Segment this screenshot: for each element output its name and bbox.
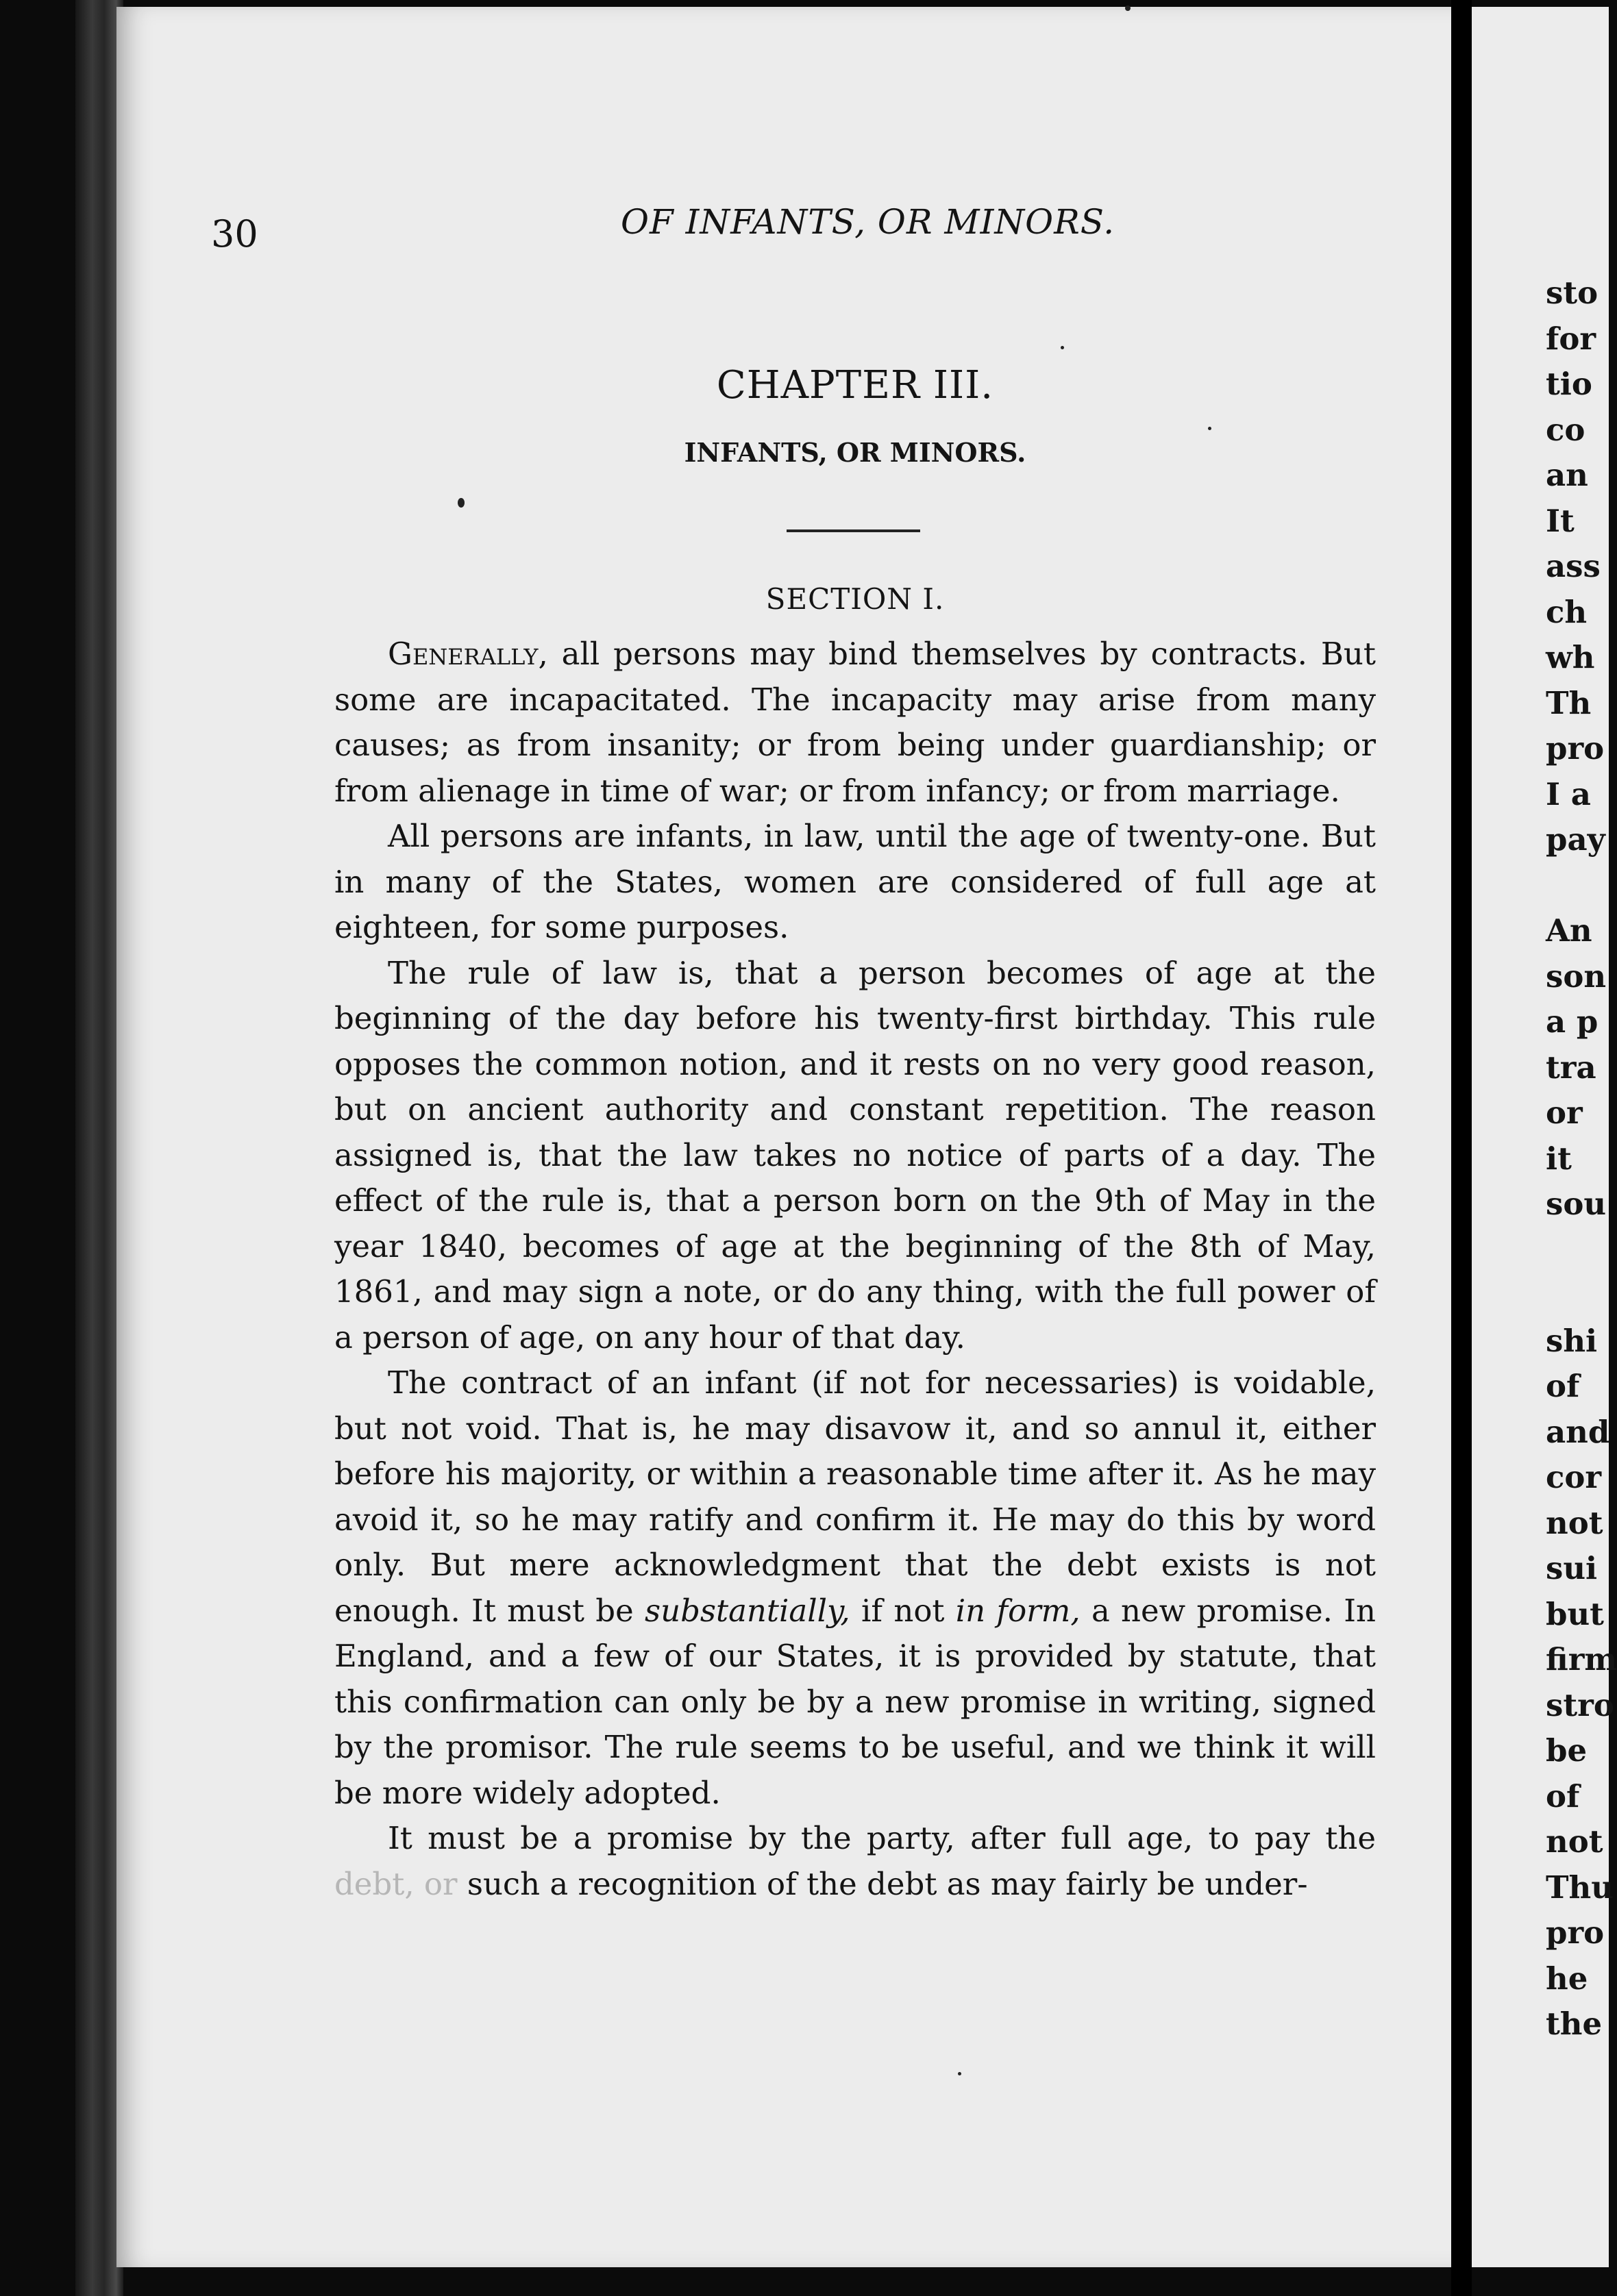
page-number: 30 <box>211 212 258 255</box>
ink-speck <box>958 2072 961 2075</box>
facing-page-line: Th <box>1546 684 1592 721</box>
facing-page-line: not <box>1546 1823 1603 1860</box>
facing-page-line: it <box>1546 1140 1572 1177</box>
facing-page-line: sto <box>1546 275 1599 311</box>
facing-page-line: tio <box>1546 366 1592 402</box>
facing-page-text-fragments <box>1546 271 1617 2047</box>
facing-page-line: or <box>1546 1095 1583 1131</box>
facing-page-line: he <box>1546 1960 1588 1997</box>
facing-page-line: sou <box>1546 1186 1607 1222</box>
facing-page-line: an <box>1546 457 1588 493</box>
paragraph-4-text-c: a new promise. In England, and a few of our States, it is provided by statute, that this confirmation can only be by a new promise in writing, signed by the promisor. The rule seems to be useful, and we think it will be more widely adopted. <box>334 1592 1376 1811</box>
facing-page-line: a p <box>1546 1003 1599 1040</box>
facing-page-line: wh <box>1546 639 1595 675</box>
paragraph-4-emphasis-2: in form, <box>955 1592 1081 1629</box>
paragraph-4 <box>334 1360 1376 1816</box>
facing-page-line: firm <box>1546 1641 1617 1677</box>
section-divider-rule <box>787 529 920 532</box>
ink-speck <box>1208 427 1211 430</box>
ink-speck <box>1061 346 1064 349</box>
paragraph-5-text-b: such a recognition of the debt as may fairly be under- <box>467 1865 1308 1902</box>
ink-speck <box>458 498 465 508</box>
chapter-subtitle: INFANTS, OR MINORS. <box>684 437 1026 468</box>
facing-page-line: stro <box>1546 1686 1614 1723</box>
facing-page-line: It <box>1546 502 1575 539</box>
facing-page-line: shi <box>1546 1322 1598 1359</box>
ink-speck <box>1125 5 1131 11</box>
facing-page-line: be <box>1546 1732 1588 1769</box>
paragraph-5-faded-text: debt, or <box>334 1865 458 1902</box>
facing-page-line: ass <box>1546 548 1601 584</box>
paragraph-3: The rule of law is, that a person becomes of age at the beginning of the day before his twenty-first birthday. This rule opposes the common notion, and it rests on no very good reason, but on ancient authority and constant repetition. The reason assigned is, that the law takes no notice of parts of a day. The effect of the rule is, that a person born on the 9th of May in the year 1840, becomes of age at the beginning of the 8th of May, 1861, and may sign a note, or do any thing, with the full power of a person of age, on any hour of that day. <box>334 954 1376 1356</box>
facing-page-line: pay <box>1546 821 1605 858</box>
paragraph-1-text: all persons may bind themselves by contracts. But some are incapacitated. The incapacity may arise from many causes; as from insanity; or from being under guardianship; or from alienage in time of war; or from infancy; or from marriage. <box>334 636 1376 809</box>
facing-page-line: cor <box>1546 1459 1602 1495</box>
facing-page-line: the <box>1546 2006 1603 2042</box>
facing-page-line: and <box>1546 1413 1610 1450</box>
paragraph-4-emphasis-1: substantially, <box>645 1592 850 1629</box>
running-head <box>211 202 1376 257</box>
facing-page-line: but <box>1546 1595 1604 1632</box>
running-title: OF INFANTS, OR MINORS. <box>621 202 1115 242</box>
paragraph-5-text-a: It must be a promise by the party, after full age, to pay the <box>388 1820 1376 1856</box>
section-heading: SECTION I. <box>765 582 945 616</box>
facing-page-line: not <box>1546 1504 1603 1541</box>
paragraph-4-text-a: The contract of an infant (if not for necessaries) is voidable, but not void. That is, he may disavow it, and so annul it, either before his majority, or within a reasonable time after it. As he may avoid it, so he may ratify and confirm it. He may do this by word only. But mere acknowledgment that the debt exists is not enough. It must be <box>334 1364 1376 1629</box>
page-gutter <box>1451 0 1472 2296</box>
paragraph-1-lead-word: Generally, <box>388 636 548 672</box>
facing-page-line <box>1546 1227 1617 1273</box>
facing-page-line: ch <box>1546 593 1588 630</box>
body-text <box>334 632 1376 1907</box>
facing-page-line: pro <box>1546 730 1605 766</box>
facing-page-line: pro <box>1546 1914 1605 1951</box>
facing-page-line: co <box>1546 411 1585 448</box>
facing-page-line: Thu <box>1546 1869 1614 1906</box>
facing-page-line: An <box>1546 912 1592 949</box>
facing-page-line <box>1546 863 1617 909</box>
facing-page-line: sui <box>1546 1550 1598 1586</box>
paragraph-2: All persons are infants, in law, until the age of twenty-one. But in many of the States, women are considered of full age at eighteen, for some purposes. <box>334 818 1376 945</box>
facing-page-line <box>1546 1273 1617 1319</box>
facing-page-line: I a <box>1546 775 1591 812</box>
paragraph-1 <box>334 632 1376 814</box>
chapter-title: CHAPTER III. <box>716 363 994 408</box>
facing-page-line: of <box>1546 1777 1580 1814</box>
facing-page-line: of <box>1546 1368 1580 1404</box>
facing-page-line: for <box>1546 320 1596 357</box>
paragraph-4-text-b: if not <box>861 1592 945 1629</box>
facing-page-line: son <box>1546 958 1607 995</box>
paragraph-5 <box>334 1816 1376 1907</box>
facing-page-line: tra <box>1546 1049 1596 1086</box>
